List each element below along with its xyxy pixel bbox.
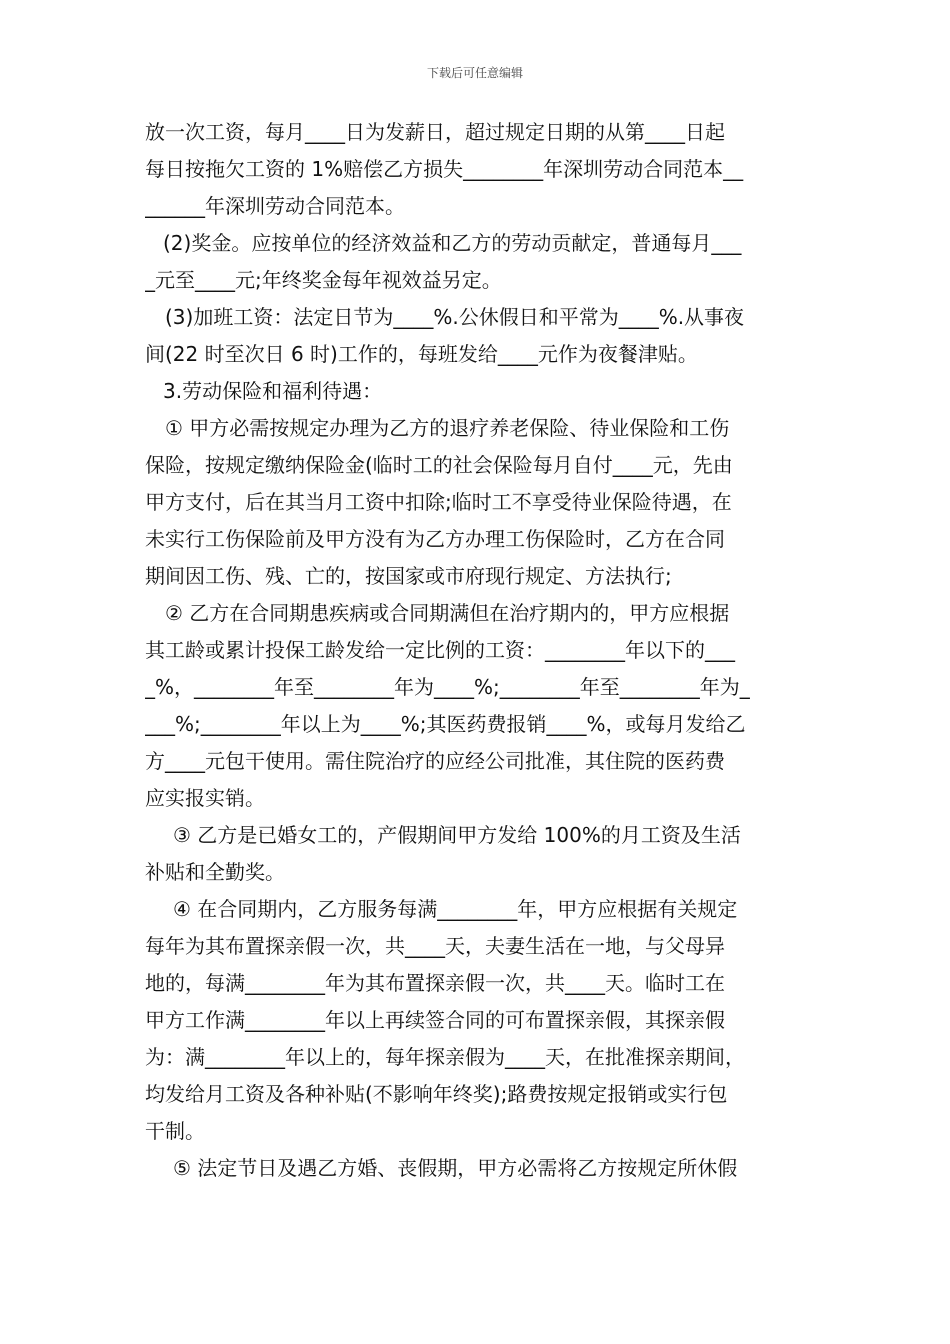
text-line: 保险，按规定缴纳保险金(临时工的社会保险每月自付____元，先由 <box>145 453 733 477</box>
text-line: ③ 乙方是已婚女工的，产假期间甲方发给 100%的月工资及生活 <box>173 823 741 847</box>
text-line: 补贴和全勤奖。 <box>145 860 285 884</box>
text-line: 方____元包干使用。需住院治疗的应经公司批准，其住院的医药费 <box>145 749 725 773</box>
text-line: 间(22 时至次日 6 时)工作的，每班发给____元作为夜餐津贴。 <box>145 342 698 366</box>
text-line: ______年深圳劳动合同范本。 <box>145 194 405 218</box>
text-line: 甲方支付，后在其当月工资中扣除;临时工不享受待业保险待遇，在 <box>145 490 732 514</box>
text-line: 期间因工伤、残、亡的，按国家或市府现行规定、方法执行; <box>145 564 672 588</box>
text-line: 其工龄或累计投保工龄发给一定比例的工资：________年以下的___ <box>145 638 735 662</box>
text-line: 未实行工伤保险前及甲方没有为乙方办理工伤保险时，乙方在合同 <box>145 527 725 551</box>
text-line: 放一次工资，每月____日为发薪日，超过规定日期的从第____日起 <box>145 120 725 144</box>
text-line: 甲方工作满________年以上再续签合同的可布置探亲假，其探亲假 <box>145 1008 725 1032</box>
text-line: (2)奖金。应按单位的经济效益和乙方的劳动贡献定，普通每月___ <box>163 231 742 255</box>
text-line: ① 甲方必需按规定办理为乙方的退疗养老保险、待业保险和工伤 <box>165 416 730 440</box>
text-line: 地的，每满________年为其布置探亲假一次，共____天。临时工在 <box>145 971 725 995</box>
text-line: ⑤ 法定节日及遇乙方婚、丧假期，甲方必需将乙方按规定所休假 <box>173 1156 738 1180</box>
text-line: (3)加班工资：法定日节为____%.公休假日和平常为____%.从事夜 <box>165 305 745 329</box>
text-line: _%，________年至________年为____%;________年至________年为_ <box>145 675 750 699</box>
text-line: 均发给月工资及各种补贴(不影响年终奖);路费按规定报销或实行包 <box>145 1082 728 1106</box>
text-line: _元至____元;年终奖金每年视效益另定。 <box>145 268 502 292</box>
text-line: 每年为其布置探亲假一次，共____天，夫妻生活在一地，与父母异 <box>145 934 725 958</box>
text-line: 应实报实销。 <box>145 786 265 810</box>
document-body <box>145 114 825 1187</box>
text-line: 每日按拖欠工资的 1%赔偿乙方损失________年深圳劳动合同范本__ <box>145 157 744 181</box>
page-header: 下载后可任意编辑 <box>426 66 523 80</box>
text-line: 为：满________年以上的，每年探亲假为____天，在批准探亲期间， <box>145 1045 745 1069</box>
text-line: ___%;________年以上为____%;其医药费报销____%，或每月发给乙 <box>145 712 746 736</box>
text-line: 3.劳动保险和福利待遇： <box>163 379 383 403</box>
text-line: ④ 在合同期内，乙方服务每满________年，甲方应根据有关规定 <box>173 897 738 921</box>
text-line: ② 乙方在合同期患疾病或合同期满但在治疗期内的，甲方应根据 <box>165 601 730 625</box>
text-line: 干制。 <box>145 1119 205 1143</box>
